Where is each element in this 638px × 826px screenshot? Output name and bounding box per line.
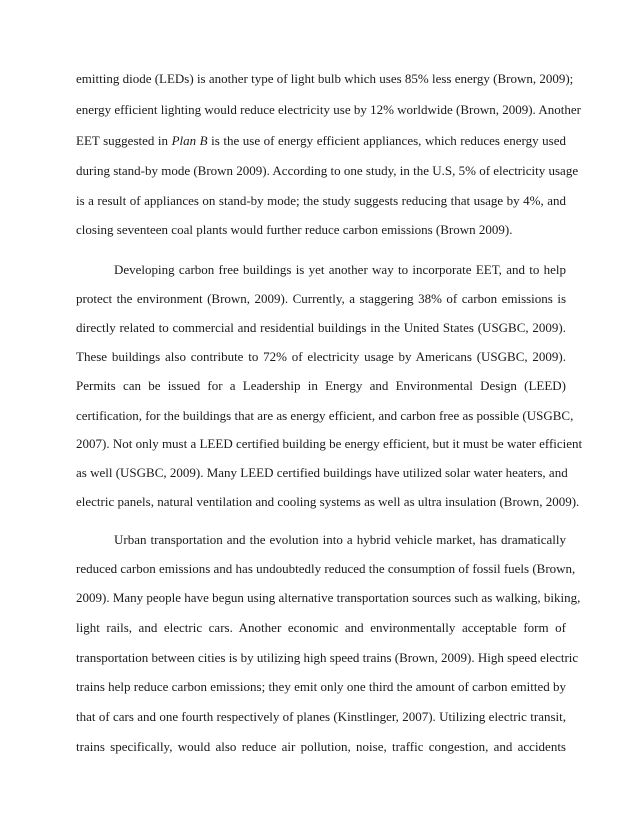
paragraph-2-line-9: electric panels, natural ventilation and cooling systems as well as ultra insulation (Brown, 2009).: [76, 494, 580, 509]
paragraph-1-line-3: [76, 133, 566, 149]
paragraph-3-line-1: Urban transportation and the evolution into a hybrid vehicle market, has dramatically: [114, 532, 566, 547]
paragraph-2-line-7: 2007). Not only must a LEED certified building be energy efficient, but it must be water efficient: [76, 436, 583, 451]
paragraph-1-line-3-start: EET suggested in: [76, 133, 172, 148]
paragraph-2-line-3: directly related to commercial and residential buildings in the United States (USGBC, 2009).: [76, 320, 566, 335]
paragraph-3-line-7: that of cars and one fourth respectively of planes (Kinstlinger, 2007). Utilizing electric transit,: [76, 709, 566, 724]
paragraph-1-line-3-end: is the use of energy efficient appliances, which reduces energy used: [207, 133, 566, 148]
paragraph-2-line-6: certification, for the buildings that are as energy efficient, and carbon free as possible (USGBC,: [76, 408, 574, 423]
plan-b-italic: Plan B: [171, 133, 208, 148]
paragraph-3-line-2: reduced carbon emissions and has undoubtedly reduced the consumption of fossil fuels (Brown,: [76, 561, 576, 576]
paragraph-2-line-8: as well (USGBC, 2009). Many LEED certified buildings have utilized solar water heaters, and: [76, 465, 568, 480]
paragraph-3-line-4: light rails, and electric cars. Another economic and environmentally acceptable form of: [76, 620, 566, 635]
paragraph-3-line-5: transportation between cities is by utilizing high speed trains (Brown, 2009). High speed electric: [76, 650, 579, 665]
paragraph-3-line-6: trains help reduce carbon emissions; they emit only one third the amount of carbon emitted by: [76, 679, 566, 694]
paragraph-2-line-5: Permits can be issued for a Leadership in Energy and Environmental Design (LEED): [76, 378, 566, 393]
paragraph-1-line-4: during stand-by mode (Brown 2009). According to one study, in the U.S, 5% of electricity usage: [76, 163, 579, 178]
paragraph-3-line-8: trains specifically, would also reduce air pollution, noise, traffic congestion, and accidents: [76, 739, 566, 754]
paragraph-1-line-1: emitting diode (LEDs) is another type of light bulb which uses 85% less energy (Brown, 2009);: [76, 71, 574, 86]
paragraph-1-line-6: closing seventeen coal plants would further reduce carbon emissions (Brown 2009).: [76, 222, 513, 237]
paragraph-3-line-3: 2009). Many people have begun using alternative transportation sources such as walking, biking,: [76, 590, 581, 605]
paragraph-2-line-1: Developing carbon free buildings is yet another way to incorporate EET, and to help: [114, 262, 566, 277]
paragraph-2-line-2: protect the environment (Brown, 2009). Currently, a staggering 38% of carbon emissions is: [76, 291, 566, 306]
paragraph-1-line-5: is a result of appliances on stand-by mode; the study suggests reducing that usage by 4%, and: [76, 193, 566, 208]
paragraph-2-line-4: These buildings also contribute to 72% of electricity usage by Americans (USGBC, 2009).: [76, 349, 566, 364]
paragraph-1-line-2: energy efficient lighting would reduce electricity use by 12% worldwide (Brown, 2009). Another: [76, 102, 581, 117]
